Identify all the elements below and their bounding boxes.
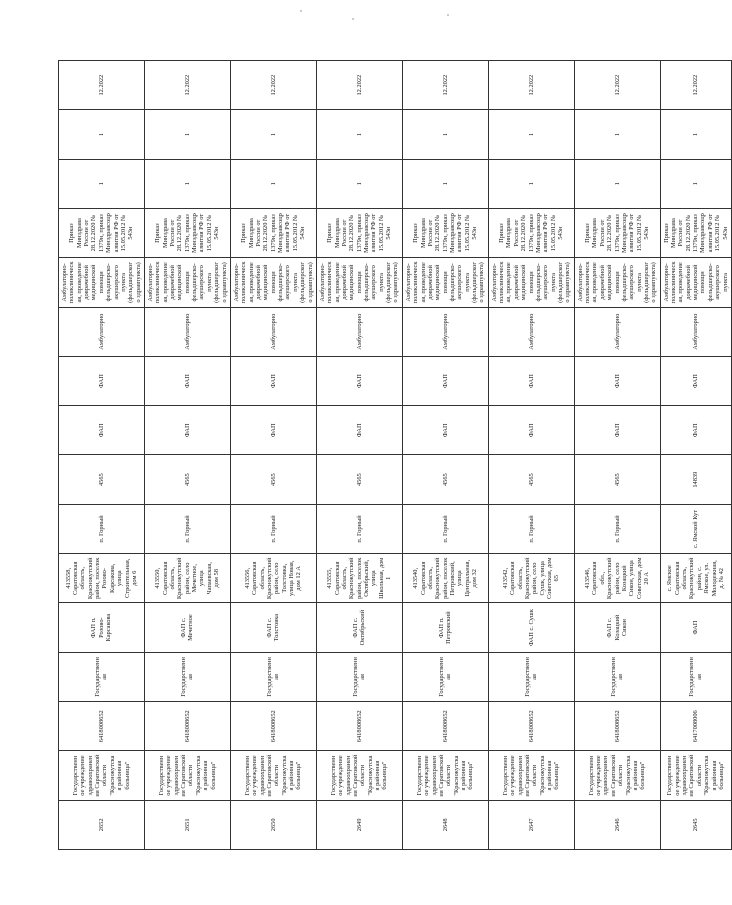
cell-date: 12.2022 bbox=[488, 61, 574, 110]
cell-addr: 413550, Саратовская область, Краснокутский район, село Мечетное, улица Чапаевская, дом 58 bbox=[144, 554, 230, 603]
cell-care: Амбулаторно bbox=[660, 307, 731, 356]
cell-addr: 413540, Саратовская область, Краснокутский район, поселок Петровский, улица Центральная, дом 32 bbox=[402, 554, 488, 603]
cell-inn: 6417008006 bbox=[660, 702, 731, 751]
cell-inn: 6418008652 bbox=[230, 702, 316, 751]
cell-name: ФАП с. Козацкий Сикон bbox=[574, 603, 660, 652]
cell-locality: с. Ямской Кут bbox=[660, 504, 731, 553]
cell-one: 1 bbox=[402, 110, 488, 159]
facilities-table bbox=[58, 60, 732, 850]
cell-license: Амбулаторно-поликлиническая, проведение доврачебной медицинской помощи фельдшерско-акушерского пункта (фельдшерского здравпункта) bbox=[402, 258, 488, 307]
cell-license: Амбулаторно-поликлиническая, проведение доврачебной медицинской помощи фельдшерско-акушерского пункта (фельдшерского здравпункта) bbox=[574, 258, 660, 307]
cell-name: ФАП с. Сушк bbox=[488, 603, 574, 652]
scan-speck bbox=[300, 10, 302, 12]
cell-form: Государственная bbox=[144, 652, 230, 701]
cell-inn: 6418008652 bbox=[59, 702, 145, 751]
record-row bbox=[144, 61, 230, 850]
cell-name: ФАП с. Мечетное bbox=[144, 603, 230, 652]
cell-type1: ФАП bbox=[402, 406, 488, 455]
cell-form: Государственная bbox=[230, 652, 316, 701]
cell-one: 1 bbox=[144, 110, 230, 159]
cell-addr: 413556, Саратовская область, Краснокутский район, село Толстовка, улица Новая, дом 12 А bbox=[230, 554, 316, 603]
cell-doc: Приказ Минздрава России от 28.12.2020 № 1379н, приказ Минздравсоцразвития РФ от 15.05.2012 № 543н bbox=[144, 208, 230, 257]
cell-care: Амбулаторно bbox=[488, 307, 574, 356]
cell-inn: 6418008652 bbox=[402, 702, 488, 751]
cell-org: Государственное учреждение здравоохранения Саратовской области "Краснокутская районная больница" bbox=[660, 751, 731, 800]
record-row bbox=[316, 61, 402, 850]
cell-num: 2651 bbox=[144, 800, 230, 849]
cell-inn: 6418008652 bbox=[574, 702, 660, 751]
cell-addr: с. Ямское Саратовская область, Краснокутский район, с. Ямское, ул. Молодежная, д. № 42 bbox=[660, 554, 731, 603]
cell-type1: ФАП bbox=[488, 406, 574, 455]
cell-date: 12.2022 bbox=[402, 61, 488, 110]
cell-population: 4565 bbox=[144, 455, 230, 504]
cell-population: 4565 bbox=[488, 455, 574, 504]
cell-addr: 413542, Саратовская область, Краснокутский район, село Сушк, улица Советская, дом 65 bbox=[488, 554, 574, 603]
cell-doc: Приказ Минздрава России от 28.12.2020 № 1379н, приказ Минздравсоцразвития РФ от 15.05.2012 № 543н bbox=[59, 208, 145, 257]
cell-type1: ФАП bbox=[574, 406, 660, 455]
cell-addr: 413555, Саратовская область, Краснокутский район, поселок Октябрьский, улица Школьная, дом 1 bbox=[316, 554, 402, 603]
cell-doc: Приказ Минздрава России от 28.12.2020 № 1379н, приказ Минздравсоцразвития РФ от 15.05.2012 № 543н bbox=[488, 208, 574, 257]
cell-name: ФАП п. Розово-Карсакова bbox=[59, 603, 145, 652]
cell-one: 1 bbox=[59, 110, 145, 159]
cell-num: 2647 bbox=[488, 800, 574, 849]
cell-org: Государственное учреждение здравоохранения Саратовской области "Краснокутская районная больница" bbox=[59, 751, 145, 800]
cell-one: 1 bbox=[316, 159, 402, 208]
rotated-table-wrapper bbox=[58, 60, 729, 850]
cell-care: Амбулаторно bbox=[402, 307, 488, 356]
cell-type1: ФАП bbox=[660, 406, 731, 455]
cell-date: 12.2022 bbox=[59, 61, 145, 110]
cell-name: ФАП п. Петровский bbox=[402, 603, 488, 652]
cell-inn: 6418008652 bbox=[488, 702, 574, 751]
cell-date: 12.2022 bbox=[316, 61, 402, 110]
cell-type2: ФАП bbox=[59, 356, 145, 405]
cell-one: 1 bbox=[59, 159, 145, 208]
record-row bbox=[574, 61, 660, 850]
cell-type2: ФАП bbox=[402, 356, 488, 405]
cell-license: Амбулаторно-поликлиническая, проведение доврачебной медицинской помощи фельдшерско-акушерского пункта (фельдшерского здравпункта) bbox=[230, 258, 316, 307]
cell-date: 12.2022 bbox=[574, 61, 660, 110]
cell-inn: 6418008652 bbox=[316, 702, 402, 751]
cell-date: 12.2022 bbox=[230, 61, 316, 110]
cell-locality: п. Горный bbox=[574, 504, 660, 553]
cell-population: 4565 bbox=[402, 455, 488, 504]
cell-num: 2649 bbox=[316, 800, 402, 849]
cell-num: 2650 bbox=[230, 800, 316, 849]
cell-type1: ФАП bbox=[316, 406, 402, 455]
cell-date: 12.2022 bbox=[144, 61, 230, 110]
cell-date: 12.2022 bbox=[660, 61, 731, 110]
cell-num: 2645 bbox=[660, 800, 731, 849]
cell-form: Государственная bbox=[488, 652, 574, 701]
cell-addr: 413558, Саратовская область, Краснокутский район, поселок Розово-Карсакова, улица Строительная, дом 6 bbox=[59, 554, 145, 603]
cell-care: Амбулаторно bbox=[59, 307, 145, 356]
cell-type2: ФАП bbox=[144, 356, 230, 405]
cell-license: Амбулаторно-поликлиническая, проведение доврачебной медицинской помощи фельдшерско-акушерского пункта bbox=[660, 258, 731, 307]
cell-one: 1 bbox=[574, 110, 660, 159]
cell-addr: 413546, Саратовская обл., Краснокутский район, село Козацкий Сикон, улица Советская, дом 20 А bbox=[574, 554, 660, 603]
cell-type2: ФАП bbox=[230, 356, 316, 405]
cell-locality: п. Горный bbox=[144, 504, 230, 553]
cell-org: Государственное учреждение здравоохранения Саратовской области "Краснокутская районная больница" bbox=[316, 751, 402, 800]
cell-license: Амбулаторно-поликлиническая, проведение доврачебной медицинской помощи фельдшерско-акушерского пункта (фельдшерского здравпункта) bbox=[488, 258, 574, 307]
cell-num: 2646 bbox=[574, 800, 660, 849]
cell-form: Государственная bbox=[574, 652, 660, 701]
cell-locality: п. Горный bbox=[402, 504, 488, 553]
cell-one: 1 bbox=[574, 159, 660, 208]
cell-one: 1 bbox=[660, 159, 731, 208]
cell-care: Амбулаторно bbox=[230, 307, 316, 356]
cell-care: Амбулаторно bbox=[574, 307, 660, 356]
cell-one: 1 bbox=[402, 159, 488, 208]
cell-doc: Приказ Минздрава России от 28.12.2020 № 1379н, приказ Минздравсоцразвития РФ от 15.05.2012 № 543н bbox=[402, 208, 488, 257]
cell-type1: ФАП bbox=[144, 406, 230, 455]
cell-one: 1 bbox=[230, 110, 316, 159]
record-row bbox=[59, 61, 145, 850]
cell-population: 4565 bbox=[59, 455, 145, 504]
record-row bbox=[402, 61, 488, 850]
cell-population: 14839 bbox=[660, 455, 731, 504]
scan-speck bbox=[447, 14, 449, 16]
cell-doc: Приказ Минздрава России от 28.12.2020 № 1379н, приказ Минздравсоцразвития РФ от 15.05.2012 № 543н bbox=[660, 208, 731, 257]
record-row bbox=[488, 61, 574, 850]
cell-type2: ФАП bbox=[316, 356, 402, 405]
cell-population: 4565 bbox=[574, 455, 660, 504]
cell-type2: ФАП bbox=[574, 356, 660, 405]
cell-doc: Приказ Минздрава России от 28.12.2020 № 1379н, приказ Минздравсоцразвития РФ от 15.05.2012 № 543н bbox=[316, 208, 402, 257]
cell-license: Амбулаторно-поликлиническая, проведение доврачебной медицинской помощи фельдшерско-акушерского пункта (фельдшерского здравпункта) bbox=[144, 258, 230, 307]
cell-license: Амбулаторно-поликлиническая, проведение доврачебной медицинской помощи фельдшерско-акушерского пункта (фельдшерского здравпункта) bbox=[59, 258, 145, 307]
cell-doc: Приказ Минздрава России от 28.12.2020 № 1379н, приказ Минздравсоцразвития РФ от 15.05.2012 № 543н bbox=[574, 208, 660, 257]
cell-one: 1 bbox=[488, 110, 574, 159]
cell-one: 1 bbox=[144, 159, 230, 208]
cell-form: Государственная bbox=[660, 652, 731, 701]
cell-type2: ФАП bbox=[488, 356, 574, 405]
cell-locality: п. Горный bbox=[488, 504, 574, 553]
cell-org: Государственное учреждение здравоохранения Саратовской области "Краснокутская районная больница" bbox=[144, 751, 230, 800]
cell-name: ФАП с. Толстовка bbox=[230, 603, 316, 652]
cell-name: ФАП с. Октябрьский bbox=[316, 603, 402, 652]
cell-care: Амбулаторно bbox=[144, 307, 230, 356]
scan-speck bbox=[352, 18, 354, 20]
cell-form: Государственная bbox=[316, 652, 402, 701]
cell-type2: ФАП bbox=[660, 356, 731, 405]
record-row bbox=[660, 61, 731, 850]
cell-one: 1 bbox=[660, 110, 731, 159]
cell-locality: п. Горный bbox=[230, 504, 316, 553]
cell-license: Амбулаторно-поликлиническая, проведение доврачебной медицинской помощи фельдшерско-акушерского пункта (фельдшерского здравпункта) bbox=[316, 258, 402, 307]
cell-type1: ФАП bbox=[230, 406, 316, 455]
record-row bbox=[230, 61, 316, 850]
cell-locality: п. Горный bbox=[316, 504, 402, 553]
cell-num: 2652 bbox=[59, 800, 145, 849]
cell-population: 4565 bbox=[230, 455, 316, 504]
cell-form: Государственная bbox=[402, 652, 488, 701]
cell-one: 1 bbox=[230, 159, 316, 208]
cell-one: 1 bbox=[488, 159, 574, 208]
cell-type1: ФАП bbox=[59, 406, 145, 455]
cell-inn: 6418008652 bbox=[144, 702, 230, 751]
cell-form: Государственная bbox=[59, 652, 145, 701]
cell-name: ФАП bbox=[660, 603, 731, 652]
cell-doc: Приказ Минздрава России от 28.12.2020 № 1379н, приказ Минздравсоцразвития РФ от 15.05.2012 № 543н bbox=[230, 208, 316, 257]
cell-org: Государственное учреждение здравоохранения Саратовской области "Краснокутская районная больница" bbox=[230, 751, 316, 800]
cell-one: 1 bbox=[316, 110, 402, 159]
cell-locality: п. Горный bbox=[59, 504, 145, 553]
cell-num: 2648 bbox=[402, 800, 488, 849]
cell-org: Государственное учреждение здравоохранения Саратовской области "Краснокутская районная больница" bbox=[574, 751, 660, 800]
cell-org: Государственное учреждение здравоохранения Саратовской области "Краснокутская районная больница" bbox=[488, 751, 574, 800]
cell-population: 4565 bbox=[316, 455, 402, 504]
cell-org: Государственное учреждение здравоохранения Саратовской области "Краснокутская районная больница" bbox=[402, 751, 488, 800]
cell-care: Амбулаторно bbox=[316, 307, 402, 356]
